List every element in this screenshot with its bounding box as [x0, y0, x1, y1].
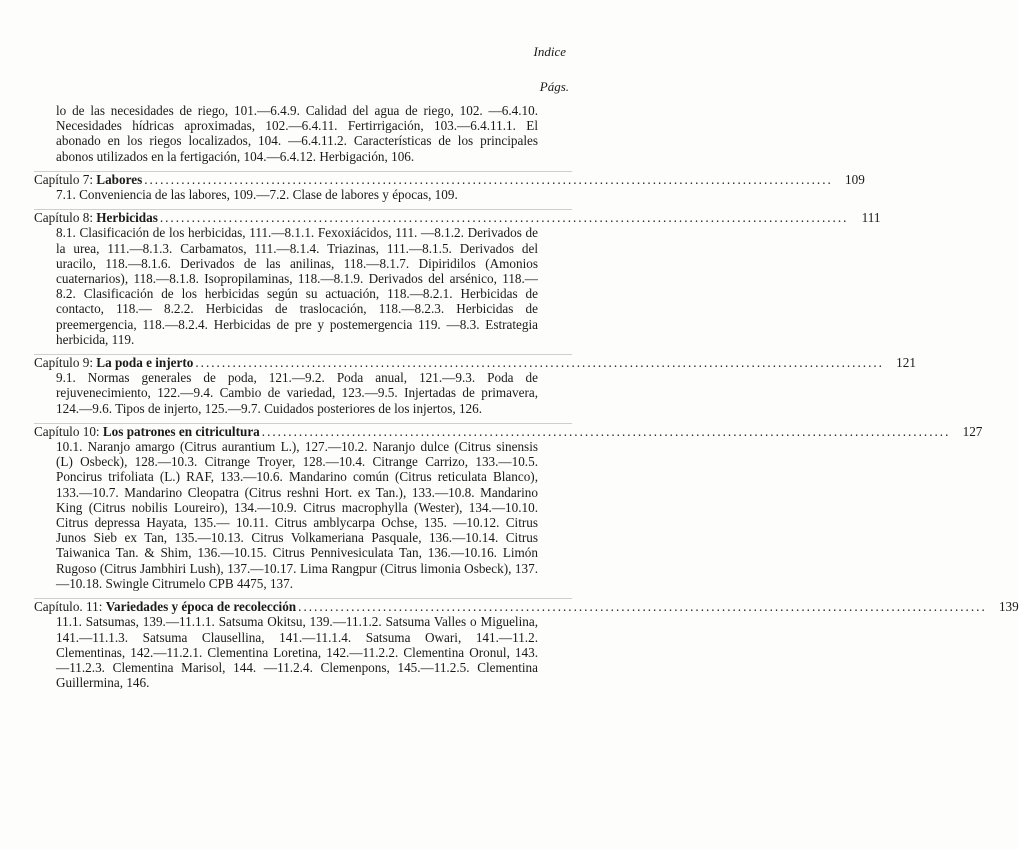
chapter-title: Variedades y época de recolección — [105, 599, 297, 615]
pages-column-label: Págs. — [539, 79, 569, 94]
toc-chapter-10 — [34, 423, 983, 591]
chapter-page: 139 — [998, 599, 1019, 615]
chapter-contents: 8.1. Clasificación de los herbicidas, 111.—8.1.1. Fexoxiácidos, 111. —8.1.2. Derivados de la urea, 111.—8.1.3. Carbamatos, 111.—8.1.4. Triazinas, 111.—8.1.5. Derivados del uracilo, 118.—8.1.6. Derivados de las anilinas, 118.—8.1.7. Dipiridilos (Amonios cuaternarios), 118.—8.1.8. Isopropilaminas, 118.—8.1.9. Derivados del arsénico, 118.—8.2. Clasificación de los herbicidas según su actuación, 118.—8.2.1. Herbicidas de contacto, 118.— 8.2.2. Herbicidas de traslocación, 118.—8.2.3. Herbicidas de preemergencia, 118.—8.2.4. Herbicidas de pre y postemergencia 119. —8.3. Estrategia herbicida, 119. — [56, 225, 538, 347]
chapter-page: 127 — [962, 423, 983, 439]
chapter-title: La poda e injerto — [96, 355, 194, 371]
toc-chapter-11 — [34, 598, 1019, 691]
toc-continuation: lo de las necesidades de riego, 101.—6.4.9. Calidad del agua de riego, 102. —6.4.10. Necesidades hídricas aproximadas, 102.—6.4.11. Fertirrigación, 103.—6.4.11.1. El abonado en los riegos localizados, 104. —6.4.11.2. Características de los principales abonos utilizados en la fertigación, 104.—6.4.12. Herbigación, 106. — [56, 103, 538, 164]
chapter-heading — [34, 171, 865, 187]
leader-dots: .................................................................................................................................. — [298, 599, 987, 615]
toc-content — [34, 103, 1019, 691]
chapter-label: Capítulo 9: — [34, 355, 93, 371]
chapter-contents: 11.1. Satsumas, 139.—11.1.1. Satsuma Okitsu, 139.—11.1.2. Satsuma Valles o Miguelina, 141.—11.1.3. Satsuma Clausellina, 141.—11.1.4. Satsuma Owari, 141.—11.2. Clementinas, 142.—11.2.1. Clementina Loretina, 142.—11.2.2. Clementina Oronul, 143.—11.2.3. Clementina Marisol, 144. —11.2.4. Clemenpons, 145.—11.2.5. Clementina Guillermina, 146. — [56, 614, 538, 691]
leader-dots: .................................................................................................................................. — [195, 355, 884, 371]
chapter-heading — [34, 423, 983, 439]
chapter-title: Herbicidas — [96, 210, 158, 226]
chapter-heading — [34, 355, 916, 371]
toc-chapter-8 — [34, 209, 881, 347]
leader-dots: .................................................................................................................................. — [261, 423, 951, 439]
chapter-contents: 9.1. Normas generales de poda, 121.—9.2. Poda anual, 121.—9.3. Poda de rejuvenecimiento, 122.—9.4. Cambio de variedad, 123.—9.5. Injertadas de primavera, 124.—9.6. Tipos de injerto, 125.—9.7. Cuidados posteriores de los injertos, 126. — [56, 370, 538, 416]
chapter-label: Capítulo 7: — [34, 171, 93, 187]
chapter-label: Capítulo 8: — [34, 210, 93, 226]
chapter-page: 111 — [861, 210, 881, 226]
chapter-page: 109 — [845, 171, 865, 187]
leader-dots: .................................................................................................................................. — [159, 210, 849, 226]
chapter-title: Los patrones en citricultura — [102, 423, 260, 439]
running-header: Indice — [533, 44, 566, 59]
chapter-contents: 10.1. Naranjo amargo (Citrus aurantium L.), 127.—10.2. Naranjo dulce (Citrus sinensis (L) Osbeck), 128.—10.3. Citrange Troyer, 128.—10.4. Citrange Carrizo, 133.—10.5. Poncirus trifoliata (L.) RAF, 133.—10.6. Mandarino común (Citrus reticulata Blanco), 133.—10.7. Mandarino Cleopatra (Citrus reshni Hort. ex Tan.), 133.—10.8. Mandarino King (Citrus nobilis Loureiro), 134.—10.9. Citrus macrophylla (Wester), 134.—10.10. Citrus depressa Hayata, 135.— 10.11. Citrus amblycarpa Ochse, 135. —10.12. Citrus Junos Sieb ex Tan, 135.—10.13. Citrus Volkameriana Pasquale, 136.—10.14. Citrus Taiwanica Tan. & Shim, 136.—10.15. Citrus Pennivesiculata Tan, 136.—10.16. Limón Rugoso (Citrus Jambhiri Lush), 137.—10.17. Lima Rangpur (Citrus limonia Osbeck), 137. —10.18. Swingle Citrumelo CPB 4475, 137. — [56, 439, 538, 591]
chapter-heading — [34, 210, 881, 226]
leader-dots: .................................................................................................................................. — [144, 171, 833, 187]
chapter-contents: 7.1. Conveniencia de las labores, 109.—7.2. Clase de labores y épocas, 109. — [56, 187, 458, 203]
chapter-label: Capítulo 10: — [34, 423, 100, 439]
toc-chapter-9 — [34, 354, 916, 416]
chapter-title: Labores — [96, 171, 143, 187]
toc-chapter-7 — [34, 171, 865, 203]
chapter-label: Capítulo. 11: — [34, 599, 103, 615]
chapter-heading — [34, 599, 1019, 615]
chapter-page: 121 — [896, 355, 916, 371]
